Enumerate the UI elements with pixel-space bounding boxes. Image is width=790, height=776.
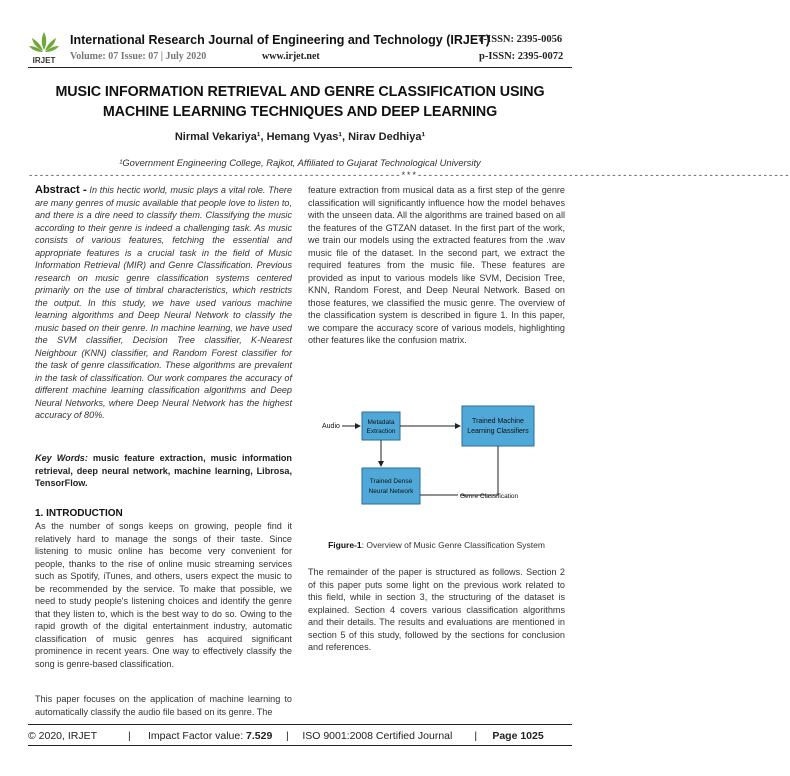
footer-copyright: © 2020, IRJET bbox=[28, 730, 98, 742]
caption-text: : Overview of Music Genre Classification System bbox=[361, 540, 545, 550]
ml-classifiers-box bbox=[462, 406, 534, 446]
eissn: e-ISSN: 2395-0056 bbox=[479, 34, 563, 45]
genre-classification-label: Genre Classification bbox=[460, 493, 519, 500]
dense-nn-box bbox=[362, 468, 420, 504]
journal-name: International Research Journal of Engineering and Technology (IRJET) bbox=[70, 33, 490, 47]
section-heading-introduction: 1. INTRODUCTION bbox=[35, 508, 123, 519]
website-link[interactable]: www.irjet.net bbox=[262, 51, 320, 62]
irjet-logo bbox=[28, 30, 60, 66]
footer-iso: ISO 9001:2008 Certified Journal bbox=[302, 730, 453, 742]
caption-label: Figure-1 bbox=[328, 540, 362, 550]
box1-label-2: Extraction bbox=[366, 428, 396, 435]
abstract bbox=[35, 184, 292, 422]
box2-label-2: Learning Classifiers bbox=[467, 428, 529, 435]
abstract-text: In this hectic world, music plays a vital role. There are many genres of music available that people love to listen to, and there is a dire need to classify them. Classifying the music according to their genre is indeed a challenging task. As music consists of various features, fetching the essential and appropriate features is a crucial task in the field of Music Information Retrieval (MIR) and Genre Classification. Previous research on music genre classification systems centered primarily on the use of timbral characteristics, which restricts the output. In this study, we have used various machine learning algorithms and Deep Neural Network to classify the music based on their genre. In machine learning, we have used the SVM classifier, Decision Tree classifier, K-Nearest Neighbour (KNN) classifier, and Random Forest classifier for the task of genre classification. These algorithms are prevalent in the task of classification. Our work compares the accuracy of different machine learning classification algorithms and Deep Neural Networks, where Deep Neural Network has the highest accuracy of 80%. bbox=[35, 185, 293, 420]
paper-title: MUSIC INFORMATION RETRIEVAL AND GENRE CLASSIFICATION USING MACHINE LEARNING TECHNIQUES AND DEEP LEARNING bbox=[55, 84, 545, 120]
keywords-label: Key Words: bbox=[35, 453, 88, 463]
box1-label-1: Metadata bbox=[367, 419, 395, 426]
footer-bottom-rule bbox=[28, 745, 572, 746]
paper-authors: Nirmal Vekariya¹, Hemang Vyas¹, Nirav Dedhiya¹ bbox=[174, 131, 426, 143]
intro-paragraph-1: As the number of songs keeps on growing, people find it relatively hard to manage the songs of their taste. Since listening to music online has become very convenient for people, thanks to the rise of online music streaming services such as Spotify, iTunes, and others, users expect the music to be recommended by the service. To make that possible, we need to study people's listening choices and identify the genre that they listen to, which is the best way to do so. Owing to the rapid growth of the digital entertainment industry, automatic classification of music genres has acquired significant prominence in recent years. One way to effectively classify the song is genre-based classification. bbox=[35, 521, 292, 669]
right-paragraph-1: feature extraction from musical data as a first step of the genre classification will significantly influence how the model behaves with the unseen data. All the algorithms are trained based on all the features of the GTZAN dataset. In the first part of the work, we train our models using the extracted features from the .wav music file of the dataset. In the second part, we extract the required features from the music file. These features are provided as input to various models like SVM, Decision Tree, KNN, Random Forest, and Deep Neural Network. Based on those features, we classified the music genre. The overview of the classification system is described in figure 1. In this paper, we compare the accuracy score of various models, highlighting other features like the confusion matrix. bbox=[308, 185, 565, 345]
keywords bbox=[35, 452, 292, 490]
keywords-text: music feature extraction, music information retrieval, deep neural network, machine learning, Librosa, TensorFlow. bbox=[35, 453, 292, 488]
box3-label-2: Neural Network bbox=[368, 488, 414, 495]
paper-affiliation: ¹Government Engineering College, Rajkot, Affiliated to Gujarat Technological University bbox=[119, 157, 481, 168]
footer: © 2020, IRJET | Impact Factor value: 7.529 | ISO 9001:2008 Certified Journal | Page 1025 bbox=[28, 730, 544, 742]
title-separator: ---------------------------------------------------------------------***--------------------------------------------------------------------- bbox=[28, 171, 790, 181]
volume-issue: Volume: 07 Issue: 07 | July 2020 bbox=[70, 51, 207, 62]
box3-label-1: Trained Dense bbox=[369, 478, 413, 485]
logo-text: IRJET bbox=[32, 56, 56, 65]
footer-rule bbox=[28, 724, 572, 725]
metadata-extraction-box bbox=[362, 412, 400, 440]
right-paragraph-2: The remainder of the paper is structured as follows. Section 2 of this paper puts some light on the previous work related to this field, while in section 3, the structuring of the dataset is explained. Section 4 covers various classification algorithms and their details. The results and evaluations are mentioned in section 5 of this study, followed by the sections for conclusion and references. bbox=[308, 567, 565, 652]
box2-label-1: Trained Machine bbox=[472, 418, 524, 425]
header-rule bbox=[28, 67, 572, 68]
audio-label: Audio bbox=[322, 423, 340, 430]
footer-impact-label: Impact Factor value: bbox=[148, 730, 244, 742]
pissn: p-ISSN: 2395-0072 bbox=[479, 51, 564, 62]
figure-1-diagram bbox=[308, 392, 565, 522]
intro-paragraph-2: This paper focuses on the application of machine learning to automatically classify the audio file based on its genre. The bbox=[35, 694, 292, 717]
figure-1-caption bbox=[308, 540, 565, 550]
footer-page: Page 1025 bbox=[492, 730, 544, 742]
abstract-label: Abstract - bbox=[35, 184, 87, 196]
footer-impact-value: 7.529 bbox=[246, 730, 273, 742]
